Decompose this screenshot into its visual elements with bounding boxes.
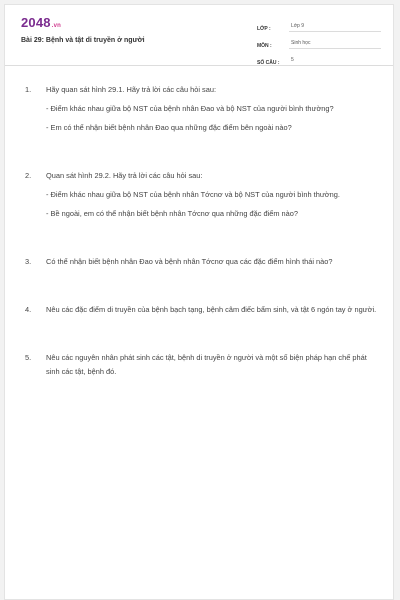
meta-row-subject: [257, 36, 381, 49]
question-1: [25, 83, 381, 135]
question-text: Quan sát hình 29.2. Hãy trả lời các câu hỏi sau:: [46, 171, 203, 180]
question-number: 1.: [25, 85, 32, 94]
logo-text: 2048: [21, 15, 51, 30]
meta-value-class: Lớp 9: [289, 23, 381, 32]
question-text: Nêu các đặc điểm di truyền của bệnh bạch tạng, bệnh câm điếc bẩm sinh, và tật 6 ngón tay ở người.: [46, 305, 377, 314]
meta-row-question-count: [257, 53, 381, 66]
meta-value-question-count: 5: [289, 57, 381, 66]
meta-label-class: LỚP :: [257, 26, 271, 32]
question-number: 4.: [25, 305, 32, 314]
question-subpart: - Em có thể nhận biết bệnh nhân Đao qua những đặc điểm bên ngoài nào?: [46, 123, 292, 132]
meta-label-subject: MÔN :: [257, 43, 272, 49]
site-logo[interactable]: [21, 15, 61, 30]
question-subpart: - Điểm khác nhau giữa bộ NST của bệnh nhân Đao và bộ NST của người bình thường?: [46, 104, 334, 113]
question-text: Nêu các nguyên nhân phát sinh các tật, bệnh di truyền ở người và một số biện pháp hạn chế phát sinh các tật, bệnh đó.: [46, 353, 367, 376]
question-2: [25, 169, 381, 221]
question-4: [25, 303, 381, 317]
question-number: 5.: [25, 353, 32, 362]
question-text: Hãy quan sát hình 29.1. Hãy trả lời các câu hỏi sau:: [46, 85, 216, 94]
meta-row-class: [257, 19, 381, 32]
worksheet-header: [5, 5, 393, 66]
question-3: [25, 255, 381, 269]
question-number: 2.: [25, 171, 32, 180]
lesson-title: Bài 29: Bệnh và tật di truyền ở người: [21, 37, 145, 44]
question-subpart: - Bề ngoài, em có thể nhận biết bệnh nhân Tớcnơ qua những đặc điểm nào?: [46, 209, 298, 218]
worksheet-page: [4, 4, 394, 600]
question-text: Có thể nhận biết bệnh nhân Đao và bệnh nhân Tớcnơ qua các đặc điểm hình thái nào?: [46, 257, 333, 266]
question-number: 3.: [25, 257, 32, 266]
question-5: [25, 351, 381, 379]
logo-suffix: .vn: [51, 23, 62, 29]
lesson-meta: [257, 19, 381, 70]
question-subpart: - Điểm khác nhau giữa bộ NST của bệnh nhân Tớcnơ và bộ NST của người bình thường.: [46, 190, 340, 199]
meta-label-question-count: SỐ CÂU :: [257, 60, 280, 66]
meta-value-subject: Sinh học: [289, 40, 381, 49]
